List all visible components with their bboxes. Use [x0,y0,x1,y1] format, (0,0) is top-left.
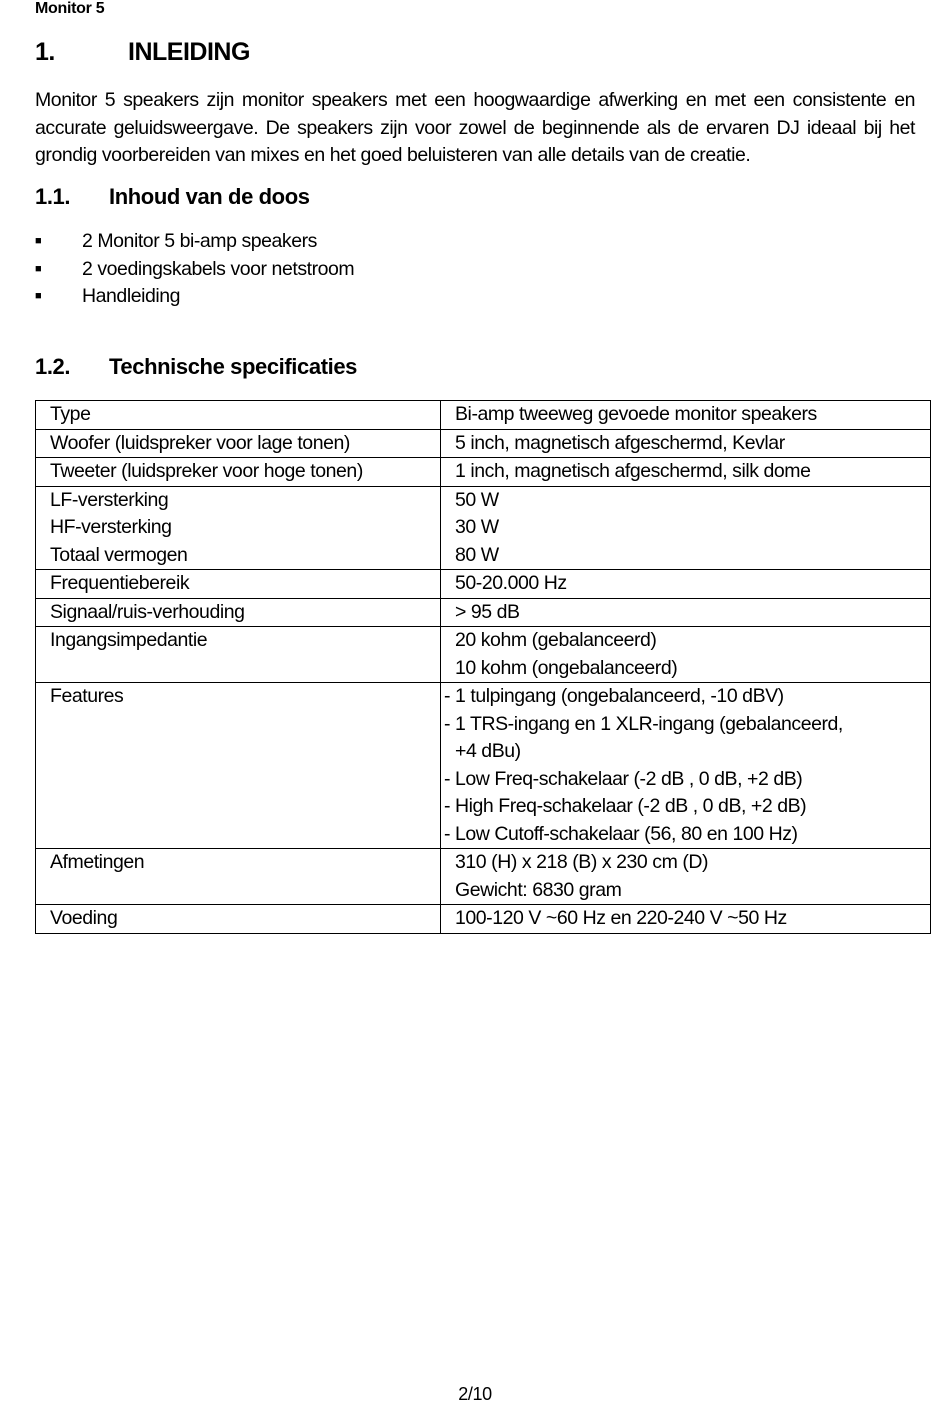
list-item [35,228,354,256]
spec-label: Type [36,401,441,430]
section-number: 1. [35,38,55,66]
page-number: 2/10 [458,1384,492,1404]
table-row [36,627,931,683]
feature-item: - High Freq-schakelaar (-2 dB , 0 dB, +2 dB) [444,795,807,817]
spec-value: 5 inch, magnetisch afgeschermd, Kevlar [441,429,931,458]
square-bullet-icon: ■ [35,290,42,302]
feature-item: - Low Freq-schakelaar (-2 dB , 0 dB, +2 dB) [444,767,803,790]
spec-value: 310 (H) x 218 (B) x 230 cm (D) Gewicht: 6830 gram [441,849,931,905]
list-item-text: 2 Monitor 5 bi-amp speakers [82,230,317,252]
spec-label: Woofer (luidspreker voor lage tonen) [36,429,441,458]
subsection-title: Technische specificaties [109,354,357,379]
subsection-title: Inhoud van de doos [109,184,310,209]
subsection-number: 1.1. [35,184,71,209]
section-title: INLEIDING [128,38,250,66]
spec-value: 50-20.000 Hz [441,570,931,599]
list-item [35,283,354,311]
square-bullet-icon: ■ [35,262,42,275]
spec-label: Features [36,683,441,849]
list-item-text: 2 voedingskabels voor netstroom [82,257,355,280]
table-row [36,458,931,487]
running-header: Monitor 5 [35,0,105,17]
spec-label: Afmetingen [36,849,441,905]
table-row [36,570,931,599]
spec-value: 50 W 30 W 80 W [441,486,931,570]
subsection-heading-contents [35,184,310,210]
feature-item: - 1 tulpingang (ongebalanceerd, -10 dBV) [444,685,784,707]
spec-value: 100-120 V ~60 Hz en 220-240 V ~50 Hz [441,905,931,934]
specifications-table [35,400,931,934]
intro-paragraph: Monitor 5 speakers zijn monitor speakers met een hoogwaardige afwerking en met een consistente en accurate geluidsweergave. De speakers zijn voor zowel de beginnende als de ervaren DJ ideaal bij het grondig voorbereiden van mixes en het goed beluisteren van alle details van de creatie. [35,89,915,166]
table-row [36,401,931,430]
subsection-heading-specs [35,354,357,380]
table-row [36,683,931,849]
spec-value-features [441,683,931,849]
list-item [35,256,354,284]
spec-value: > 95 dB [441,598,931,627]
table-row [36,905,931,934]
table-row [36,598,931,627]
feature-item: - Low Cutoff-schakelaar (56, 80 en 100 Hz) [444,822,798,845]
table-row [36,486,931,570]
spec-label: Frequentiebereik [36,570,441,599]
box-contents-list [35,228,354,311]
table-row [36,429,931,458]
spec-label: Voeding [36,905,441,934]
spec-value: 1 inch, magnetisch afgeschermd, silk dome [441,458,931,487]
spec-label: Ingangsimpedantie [36,627,441,683]
square-bullet-icon: ■ [35,235,42,247]
spec-label: LF-versterking HF-versterking Totaal vermogen [36,486,441,570]
list-item-text: Handleiding [82,285,181,307]
table-row [36,849,931,905]
subsection-number: 1.2. [35,354,71,379]
feature-item: - 1 TRS-ingang en 1 XLR-ingang (gebalanceerd, [444,712,843,735]
spec-label: Tweeter (luidspreker voor hoge tonen) [36,458,441,487]
spec-label: Signaal/ruis-verhouding [36,598,441,627]
spec-value: Bi-amp tweeweg gevoede monitor speakers [441,401,931,430]
feature-item-continuation: +4 dBu) [455,740,521,762]
section-heading-inleiding [35,38,250,67]
spec-value: 20 kohm (gebalanceerd) 10 kohm (ongebalanceerd) [441,627,931,683]
